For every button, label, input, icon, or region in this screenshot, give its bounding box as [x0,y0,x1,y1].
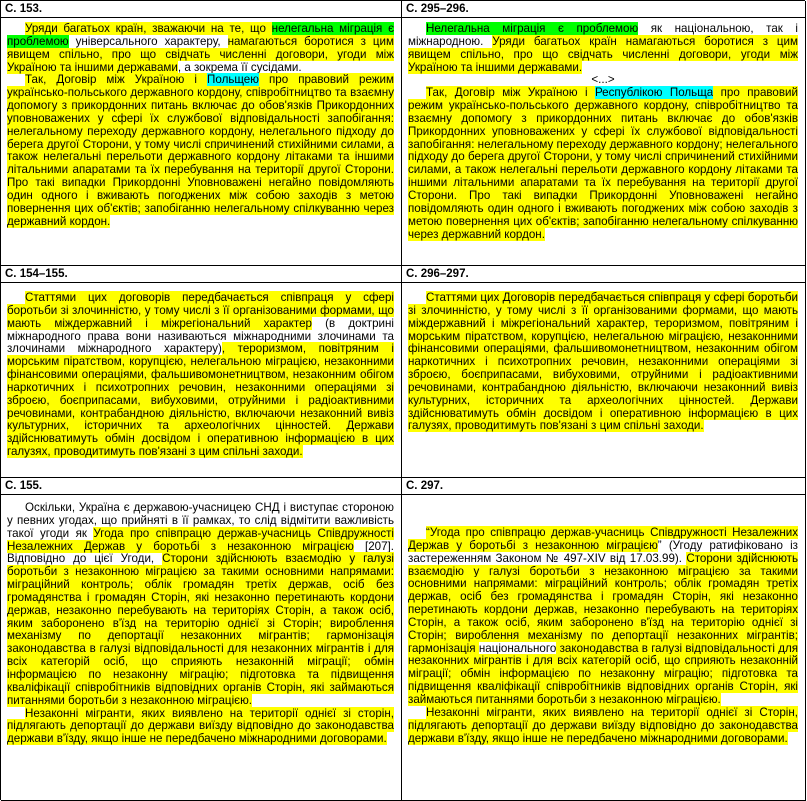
plain-text: національного [478,641,557,655]
paragraph [7,502,394,708]
paragraph [408,527,798,707]
paragraph [408,292,798,433]
cell-text [408,23,798,241]
green-highlight: Нелегальна міграція є проблемою [426,22,639,35]
yellow-highlight: “Угода про співпрацю держав-учасниць Співдружності Незалежних Держав у боротьбі з незаконною міграцією [408,526,798,552]
yellow-highlight: Уряди багатьох країн, зважаючи на те, що [25,22,272,35]
yellow-highlight: Сторони здійснюють взаємодію у галузі боротьби з незаконною міграцією за такими основними напрямами: міграційний контроль; облік громадян третіх держав, осіб без громадянства і громадян Сторін, які незаконно перетинають кордони держав, незаконно перебувають на територіях Сторін, а також осіб, яким заборонено в'їзд на територію однієї зі Сторін; вироблення механізму по депортації незаконних мігрантів; гармонізація [408,551,799,655]
page-reference-header: С. 296–297. [402,266,805,283]
paragraph [7,292,394,459]
plain-text: [207]. Відповідно до цієї Угоди, [7,539,394,566]
cell-text [408,527,798,745]
yellow-highlight: , тероризмом, повітряним і морським піратством, корупцією, нелегальною міграцією, незаконними фінансовими операціями, фальшивомонетництвом, незаконним обігом наркотичних і психотропних речовин, незаконними операціями зі зброєю, боєприпасами, вибуховими, отруйними і радіоактивними речовинами, контрабандною діяльністю, включаючи незаконний вивіз культурних, історичних та археологічних цінностей. Держави здійснюватимуть обмін досвідом і оперативною інформацією в цих галузях, проводитимуть пов'язані з цим спільні заходи. [7,342,394,459]
yellow-highlight: Статтями цих Договорів передбачається співпраця у сфері боротьби зі злочинністю, у тому числі з її організованими формами, що мають міждержавний і міжрегіональний характер, тероризмом, повітряним і морським піратством, корупцією, нелегальною міграцією, незаконними фінансовими операціями, фальшивомонетництвом, незаконним обігом наркотичних і психотропних речовин, незаконними операціями зі зброєю, боєприпасами, вибуховими, отруйними і радіоактивними речовинами, контрабандною діяльністю, включаючи незаконний вивіз культурних, історичних та археологічних цінностей. Держави здійснюватимуть обмін досвідом і оперативною інформацією в цих галузях, проводитимуть пов'язані з цим спільні заходи. [408,291,798,433]
paragraph [7,708,394,747]
green-highlight: нелегальна міграція є проблемою [7,22,394,48]
yellow-highlight: Так, Договір між Україною і [25,73,208,87]
page-reference-header: С. 153. [1,1,401,18]
yellow-highlight: Незаконні мігранти, яких виявлено на території однієї зі сторін, підлягають депортації до держави виїзду відповідно до законодавства держави в'їзду, якщо інше не передбачено міжнародними договорами. [7,706,394,746]
paragraph [408,23,798,74]
table-cell-right [402,1,806,266]
paragraph [7,74,394,228]
plain-text: ” (Угоду ратифіковано із застереженням Законом № 497-XIV від 17.03.99). [408,538,798,565]
plain-text: Оскільки, Україна є державою-учасницею СНД і виступає стороною у певних угодах, що прийняті в її рамках, то слід відмітити важливість такої угоди як [7,501,394,540]
plain-text: універсального характеру, [68,34,228,48]
page-reference-header: С. 155. [1,478,401,495]
plain-text: , а зокрема її сусідами. [177,60,302,74]
yellow-highlight: Сторони здійснюють взаємодію у галузі боротьби з незаконною міграцією за такими основними напрямами: міграційний контроль; облік громадян третіх держав, осіб без громадянства і громадян Сторін, які незаконно перетинають кордони держав, незаконно перебувають на територіях Сторін, а також осіб, яким заборонено в'їзд на територію однієї зі Сторін; вироблення механізму по депортації незаконних мігрантів; гармонізація законодавства в галузі відповідальності для незаконних мігрантів і для всіх категорій осіб, що сприяють незаконній міграції; обмін інформацією по незаконну міграцію; підготовка та підвищення кваліфікації співробітників відповідних органів Сторін, які займаються питаннями боротьби з незаконною міграцією. [7,552,394,707]
table-row [1,478,806,801]
yellow-highlight: Статтями цих договорів передбачається співпраця у сфері боротьби зі злочинністю, у тому числі з її організованими формами, що мають міждержавний і міжрегіональний характер [7,291,394,330]
cell-text [7,292,394,459]
page-reference-header: С. 295–296. [402,1,805,18]
yellow-highlight: Незаконні мігранти, яких виявлено на території однієї зі Сторін, підлягають депортації до держави виїзду відповідно до законодавства держави в'їзду, якщо інше не передбачено міжнародними договорами. [408,705,798,745]
table-row [1,1,806,266]
cell-text [7,23,394,229]
table-cell-right [402,266,806,478]
table-cell-left [1,266,402,478]
yellow-highlight: законодавства в галузі відповідальності для незаконних мігрантів і для всіх категорій осіб, що сприяють незаконній міграції; обмін інформацією по незаконну міграцію; підготовка та підвищення кваліфікації співробітників відповідних органів Сторін, які займаються питаннями боротьби з незаконною міграцією. [408,641,799,706]
cyan-highlight: Республікою Польща [594,86,714,100]
page-reference-header: С. 297. [402,478,805,495]
paragraph [7,23,394,74]
yellow-highlight: Уряди багатьох країн намагаються боротися з цим явищем спільно, про що свідчать численні договори, угоди між Україною та іншими державами. [408,34,799,74]
yellow-highlight: намагаються боротися з цим явищем спільно, про що свідчать численні договори, угоди між Україною та іншими державами [7,34,395,74]
table-cell-left [1,478,402,801]
cell-text [7,502,394,746]
yellow-highlight: Угода про співпрацю держав-учасниць Співдружності Незалежних Держав у боротьбі з незаконною міграцією [7,526,394,553]
plain-text: (в доктрині міжнародного права вони називаються міжнародними злочинами та злочинами міжнародного характеру) [7,316,394,356]
table-row [1,266,806,478]
paragraph [408,87,798,241]
page-reference-header: С. 154–155. [1,266,401,283]
yellow-highlight: про правовий режим українсько-польського державного кордону, співробітництво та взаємну допомогу з прикордонних питань включає до обов'язків Прикордонних уповноважених у сфері їх службової відповідальності запобігання: нелегальному переходу державного кордону, нелегального підходу до берега другої Сторони, у тому числі спричинений стихійними силами, а також нелегальні перельоти державного кордону літаками та іншими літальними апаратами та їх перебування на території другої Сторони. Про такі випадки Прикордонні Уповноважені негайно повідомляють один одного і вживають погоджених між собою заходів з метою повернення цих об'єктів; запобіганню нелегальному спілкуванню через державний кордон. [7,73,394,228]
paragraph [408,707,798,746]
cell-text [408,292,798,433]
plain-text: як національною, так і міжнародною. [408,22,799,48]
table-cell-right [402,478,806,801]
cyan-highlight: Польщею [207,73,259,87]
yellow-highlight: Так, Договір між Україною і [426,86,595,100]
yellow-highlight: про правовий режим українсько-польського державного кордону, співробітництво та взаємну допомогу з прикордонних питань включає до обов'язків Прикордонних уповноважених у сфері їх службової відповідальності запобігання: нелегальному переходу державного кордону; нелегального підходу до берега другої Сторони, у тому числі спричинений стихійними силами, а також нелегальні перельоти державного кордону літаками та іншими літальними апаратами та їх перебування на території другої Сторони. Про такі випадки Прикордонні Уповноважені негайно повідомляють один одного і вживають погоджених між собою заходів з метою повернення цих об'єктів; запобіганню нелегальному спілкуванню через державний кордон. [408,86,798,241]
table-cell-left [1,1,402,266]
omission-mark: <...> [591,73,615,87]
